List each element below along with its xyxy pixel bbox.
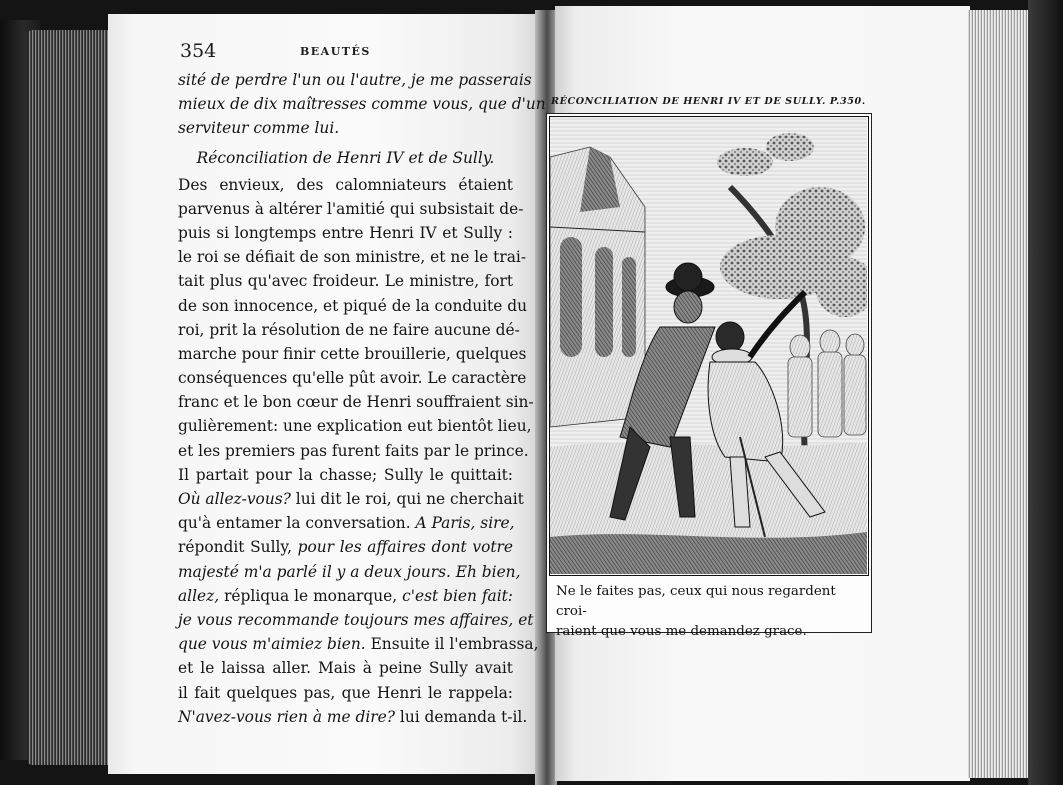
plate-caption-line-2: raient que vous me demandez grace.	[556, 624, 807, 639]
plate-caption-line-1: Ne le faites pas, ceux qui nous regardent croi-	[556, 584, 836, 619]
text-line	[178, 608, 534, 632]
text-segment: et le laissa aller. Mais à peine Sully avait	[178, 659, 513, 678]
text-segment: qu'à entamer la conversation.	[178, 514, 416, 533]
text-segment: roi, prit la résolution de ne faire aucune dé-	[178, 320, 520, 339]
text-line	[178, 439, 529, 463]
text-segment: N'avez-vous rien à me dire?	[178, 707, 395, 726]
text-line	[178, 487, 524, 511]
text-line	[178, 390, 534, 414]
text-segment: et les premiers pas furent faits par le prince.	[178, 441, 529, 460]
text-line	[178, 560, 521, 584]
page-number: 354	[180, 40, 217, 62]
text-line	[178, 342, 527, 366]
text-segment: gulièrement: une explication eut bientôt lieu,	[178, 417, 532, 436]
text-line	[178, 705, 528, 729]
text-line	[178, 463, 513, 487]
page-edges-left	[28, 30, 110, 765]
text-line	[178, 366, 527, 390]
text-segment: répliqua le monarque,	[219, 586, 403, 605]
plate-caption	[556, 582, 870, 642]
text-segment: pour les affaires dont votre	[297, 538, 513, 557]
text-line	[178, 92, 546, 116]
text-segment: je vous recommande toujours mes affaires, et	[178, 610, 534, 629]
text-line	[178, 318, 520, 342]
text-segment: lui demanda t-il.	[395, 707, 528, 726]
text-segment: sité de perdre l'un ou l'autre, je me passerais	[178, 71, 532, 89]
text-segment: il fait quelques pas, que Henri le rappela:	[178, 683, 513, 702]
text-segment: le roi se défiait de son ministre, et ne le trai-	[178, 248, 527, 267]
text-segment: Où allez-vous?	[178, 490, 291, 508]
text-line	[178, 294, 527, 318]
text-line	[178, 681, 513, 705]
text-segment: serviteur comme lui.	[178, 119, 340, 138]
page-edges-right	[968, 10, 1030, 778]
text-line	[178, 414, 532, 438]
text-line	[178, 656, 513, 680]
text-segment: parvenus à altérer l'amitié qui subsistait de-	[178, 199, 524, 218]
running-head: BEAUTÉS	[300, 45, 371, 58]
text-segment: Il partait pour la chasse; Sully le quittait:	[178, 465, 513, 484]
text-segment: franc et le bon cœur de Henri souffraient sin-	[178, 393, 534, 412]
text-segment: que vous m'aimiez bien.	[178, 635, 366, 654]
book-cover-right	[1028, 0, 1063, 785]
text-line	[178, 173, 513, 197]
text-segment: Des envieux, des calomniateurs étaient	[178, 175, 513, 194]
text-segment: tait plus qu'avec froideur. Le ministre, fort	[178, 272, 513, 291]
text-line	[178, 535, 513, 559]
text-segment: c'est bien fait:	[402, 586, 513, 605]
text-line	[178, 584, 513, 608]
text-line	[178, 511, 513, 535]
text-segment: puis si longtemps entre Henri IV et Sully :	[178, 223, 513, 242]
text-segment: lui dit le roi, qui ne cherchait	[290, 490, 524, 508]
text-line	[178, 197, 524, 221]
plate-title: RÉCONCILIATION DE HENRI IV ET DE SULLY. P.350.	[551, 96, 866, 107]
text-segment: mieux de dix maîtresses comme vous, que d'un	[178, 95, 546, 114]
text-segment: majesté m'a parlé il y a deux jours. Eh bien,	[178, 562, 521, 581]
text-line	[178, 68, 532, 92]
section-title: Réconciliation de Henri IV et de Sully.	[196, 148, 495, 167]
text-segment: marche pour finir cette brouillerie, quelques	[178, 344, 527, 363]
text-segment: A Paris, sire,	[415, 514, 515, 533]
text-line	[178, 116, 513, 140]
text-segment: répondit Sully,	[178, 538, 298, 557]
engraving-illustration-icon	[550, 117, 867, 574]
text-segment: allez,	[178, 586, 220, 605]
text-line	[178, 221, 513, 245]
engraving-illustration	[549, 116, 869, 576]
text-segment: conséquences qu'elle pût avoir. Le caractère	[178, 369, 527, 388]
text-segment: Ensuite il l'embrassa,	[365, 635, 539, 654]
text-line	[178, 632, 539, 656]
text-segment: de son innocence, et piqué de la conduite du	[178, 296, 527, 315]
text-line	[178, 245, 527, 269]
text-line	[178, 269, 513, 293]
body-text	[178, 68, 546, 729]
